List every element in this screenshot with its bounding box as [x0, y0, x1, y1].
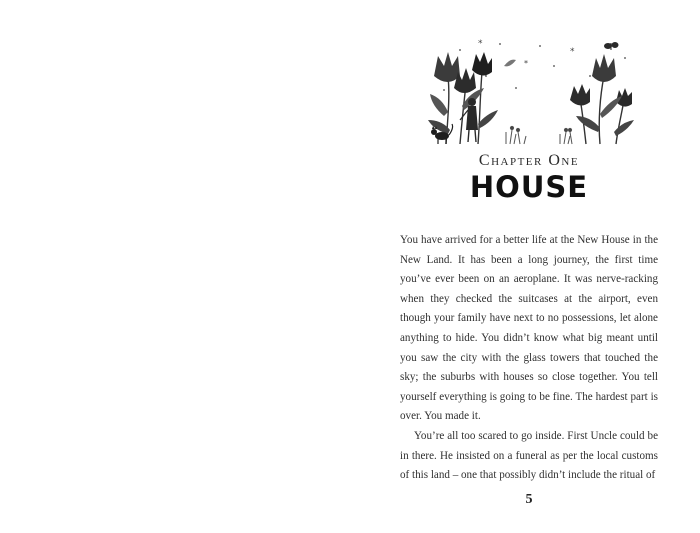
svg-text:*: * [524, 59, 528, 68]
body-text [400, 231, 658, 486]
svg-text:*: * [570, 47, 575, 57]
svg-text:*: * [478, 39, 483, 49]
chapter-illustration-icon [420, 36, 642, 148]
paragraph-2: You’re all too scared to go inside. First Uncle could be in there. He insisted on a funeral as per the local customs of this land – one that possibly didn’t include the ritual of [400, 429, 658, 482]
chapter-title: HOUSE [469, 170, 589, 204]
butterfly-icon [604, 42, 619, 50]
paragraph-1: You have arrived for a better life at the New House in the New Land. It has been a long journey, the first time you’ve ever been on an aeroplane. It was nerve-racking when they checked the suitcases at the airport, even though your family have next to no possessions, let alone anything to hide. You didn’t know what big meant until you saw the city with the glass towers that touched the sky; the suburbs with houses so close together. You tell yourself everything is going to be fine. The hardest part is over. You made it. [400, 234, 658, 423]
page-number: 5 [525, 492, 533, 507]
grass-icon [506, 126, 572, 144]
right-tulips-icon [570, 54, 634, 144]
chapter-label: Chapter One [478, 152, 580, 169]
